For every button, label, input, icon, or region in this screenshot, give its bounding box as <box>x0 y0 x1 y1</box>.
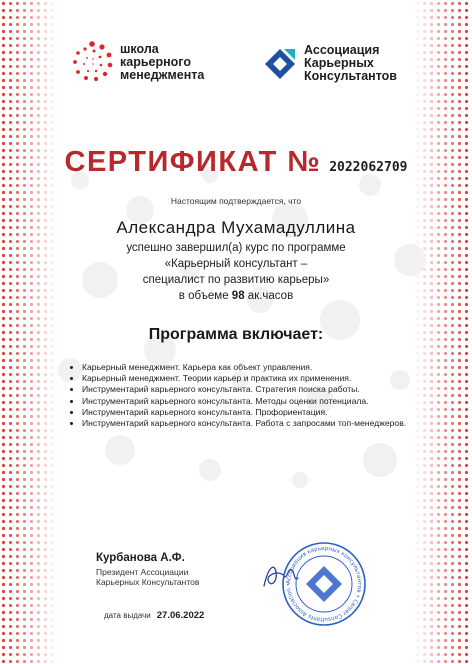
list-item: • Карьерный менеджмент. Карьера как объект управления. <box>82 362 432 373</box>
school-logo-line1: школа <box>120 41 159 56</box>
association-logo-line3: Консультантов <box>304 69 397 83</box>
signer-position-line2: Карьерных Консультантов <box>96 577 200 587</box>
course-description <box>60 240 412 304</box>
certificate-title <box>0 146 472 179</box>
round-seal-icon <box>280 540 368 628</box>
list-item: • Инструментарий карьерного консультанта. Профориентация. <box>82 407 432 418</box>
school-logo-line3: менеджмента <box>120 67 205 82</box>
course-title-line2: специалист по развитию карьеры» <box>142 274 330 286</box>
issue-date-block <box>104 610 204 621</box>
association-logo-line2: Карьерных <box>304 56 374 70</box>
volume-prefix: в объеме <box>178 290 229 302</box>
confirmation-text: Настоящим подтверждается, что <box>170 196 302 206</box>
association-logo-line1: Ассоциация <box>304 43 380 57</box>
program-list <box>68 362 432 429</box>
completed-line: успешно завершил(а) курс по программе <box>126 242 346 254</box>
swirl-dots-icon <box>70 40 114 84</box>
course-title-line1: «Карьерный консультант – <box>164 258 308 270</box>
association-logo <box>262 44 397 83</box>
diamond-logo-icon <box>262 46 298 82</box>
program-title: Программа включает: <box>148 326 324 343</box>
course-volume <box>60 288 412 304</box>
signer-position-line1: Президент Ассоциации <box>96 567 189 577</box>
stamp-ring-text: Ассоциация карьерных консультантов • Career Consultants Association • <box>285 545 363 623</box>
issue-date: 27.06.2022 <box>156 610 205 621</box>
course-hours: 98 <box>231 290 245 302</box>
list-item: • Карьерный менеджмент. Теории карьер и практика их применения. <box>82 373 432 384</box>
certificate-number: 2022062709 <box>329 160 408 175</box>
signer-block <box>96 552 199 587</box>
school-logo <box>70 40 204 84</box>
signer-name: Курбанова А.Ф. <box>96 552 185 564</box>
list-item: • Инструментарий карьерного консультанта. Методы оценки потенциала. <box>82 396 432 407</box>
association-logo-text <box>304 44 397 83</box>
school-logo-line2: карьерного <box>120 54 191 69</box>
school-logo-text <box>120 43 204 82</box>
list-item: • Инструментарий карьерного консультанта. Стратегия поиска работы. <box>82 384 432 395</box>
issue-date-label: дата выдачи <box>104 611 151 620</box>
recipient-name: Александра Мухамадуллина <box>116 218 356 237</box>
signer-position <box>96 567 199 587</box>
hours-unit: ак.часов <box>247 290 294 302</box>
list-item: • Инструментарий карьерного консультанта. Работа с запросами топ-менеджеров. <box>82 418 432 429</box>
certificate-title-word: СЕРТИФИКАТ № <box>64 146 322 178</box>
